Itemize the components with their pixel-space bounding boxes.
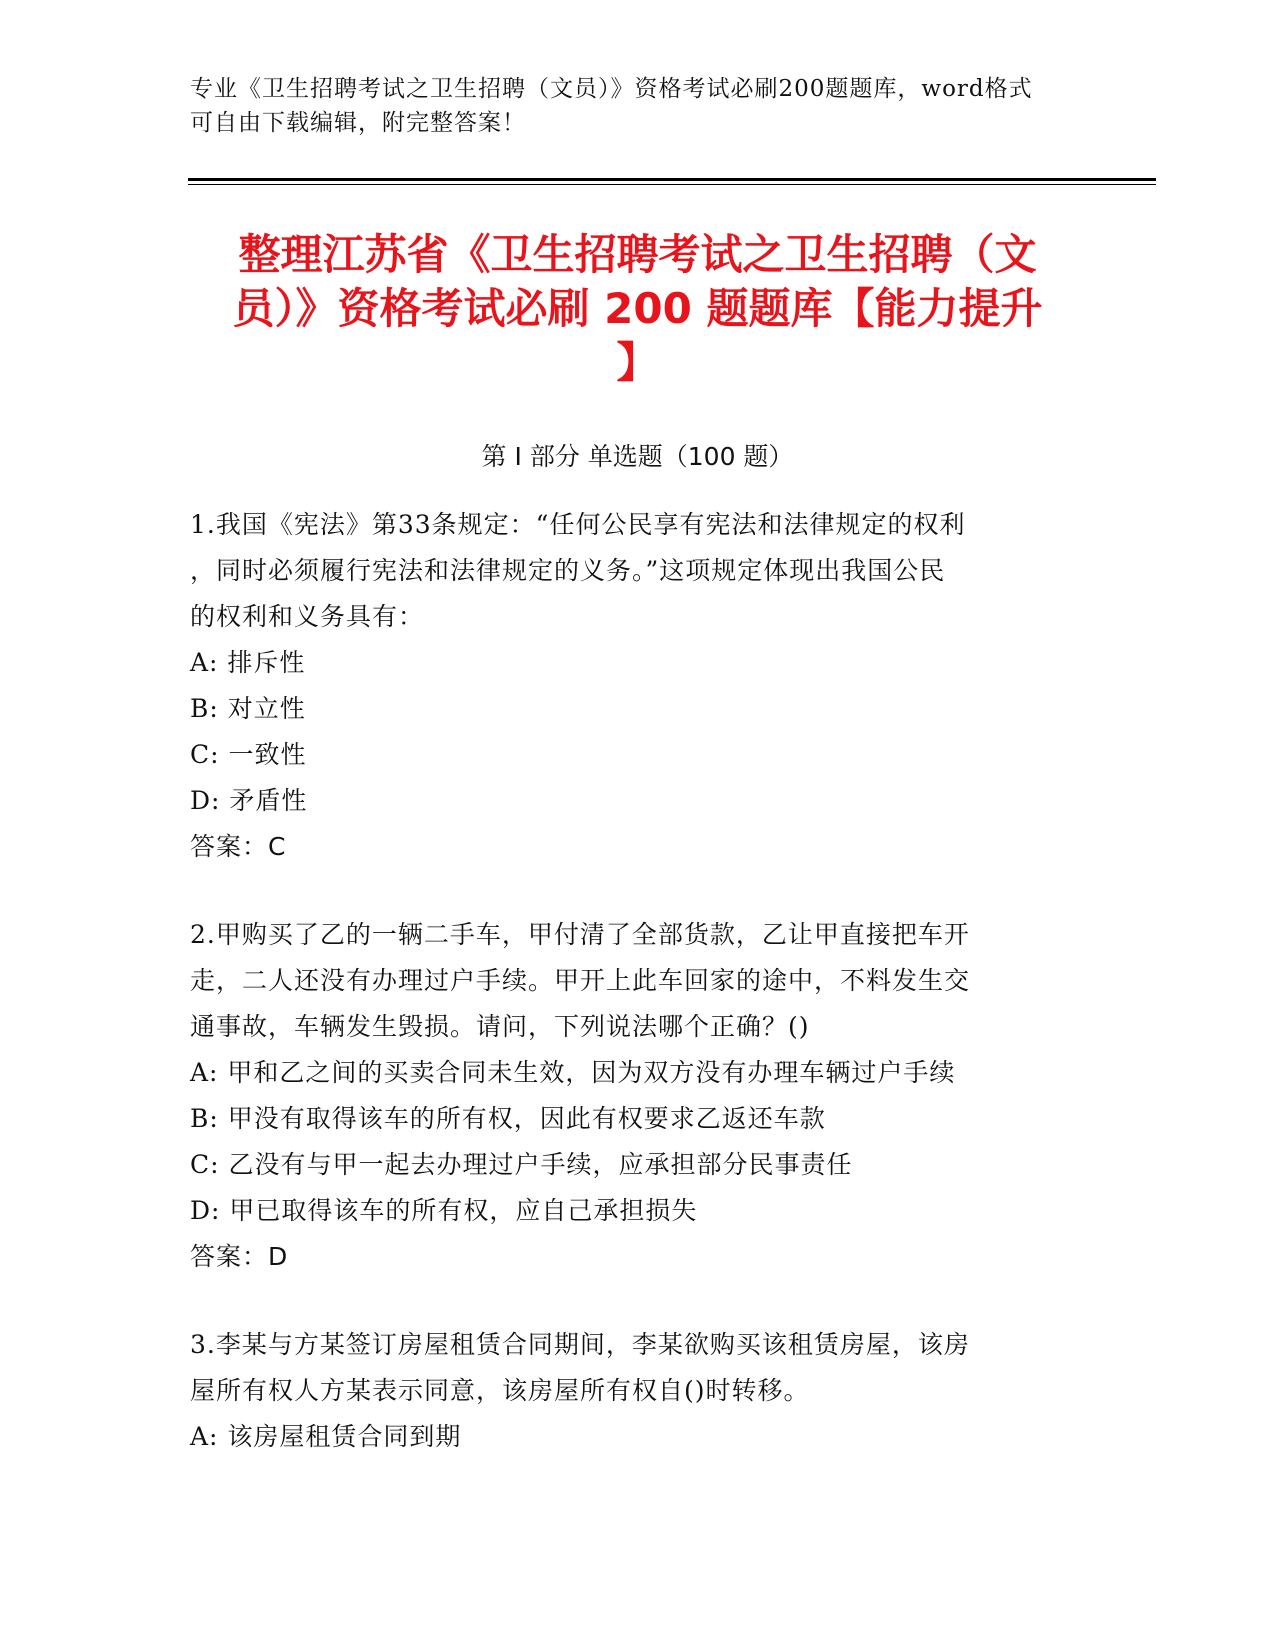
question-1-option-d: D: 矛盾性 bbox=[190, 786, 308, 815]
header-divider-thick bbox=[188, 178, 1156, 181]
question-2-line-3: 通事故，车辆发生毁损。请问，下列说法哪个正确？() bbox=[190, 1012, 810, 1041]
question-2-option-b: B: 甲没有取得该车的所有权，因此有权要求乙返还车款 bbox=[190, 1104, 826, 1133]
question-2-option-c: C: 乙没有与甲一起去办理过户手续，应承担部分民事责任 bbox=[190, 1150, 853, 1179]
question-1 bbox=[190, 502, 1090, 870]
question-2-line-2: 走，二人还没有办理过户手续。甲开上此车回家的途中，不料发生交 bbox=[190, 966, 971, 995]
question-2-answer: 答案：D bbox=[190, 1242, 289, 1271]
header-note-line-2: 可自由下载编辑，附完整答案！ bbox=[190, 110, 526, 136]
question-1-line-1: 1.我国《宪法》第33条规定：“任何公民享有宪法和法律规定的权利 bbox=[190, 510, 966, 539]
section-heading: 第 I 部分 单选题（100 题） bbox=[481, 442, 794, 471]
question-1-option-b: B: 对立性 bbox=[190, 694, 306, 723]
document-title-line-2: 员）》资格考试必刷 200 题题库【能力提升 bbox=[232, 284, 1043, 333]
document-title bbox=[190, 228, 1085, 390]
question-3 bbox=[190, 1322, 1090, 1460]
question-2-line-1: 2.甲购买了乙的一辆二手车，甲付清了全部货款，乙让甲直接把车开 bbox=[190, 920, 970, 949]
question-3-line-1: 3.李某与方某签订房屋租赁合同期间，李某欲购买该租赁房屋，该房 bbox=[190, 1330, 970, 1359]
question-1-line-2: ，同时必须履行宪法和法律规定的义务。”这项规定体现出我国公民 bbox=[190, 556, 946, 585]
question-2-option-d: D: 甲已取得该车的所有权，应自己承担损失 bbox=[190, 1196, 698, 1225]
question-3-line-2: 屋所有权人方某表示同意，该房屋所有权自()时转移。 bbox=[190, 1376, 810, 1405]
question-2 bbox=[190, 912, 1090, 1280]
question-1-line-3: 的权利和义务具有： bbox=[190, 602, 425, 631]
document-title-line-1: 整理江苏省《卫生招聘考试之卫生招聘（文 bbox=[238, 230, 1037, 279]
question-2-option-a: A: 甲和乙之间的买卖合同未生效，因为双方没有办理车辆过户手续 bbox=[190, 1058, 956, 1087]
question-3-option-a: A: 该房屋租赁合同到期 bbox=[190, 1422, 462, 1451]
question-1-option-c: C: 一致性 bbox=[190, 740, 307, 769]
question-1-option-a: A: 排斥性 bbox=[190, 648, 306, 677]
header-note bbox=[190, 72, 1070, 140]
header-note-line-1: 专业《卫生招聘考试之卫生招聘（文员）》资格考试必刷200题题库，word格式 bbox=[190, 76, 1033, 102]
document-title-line-3: 】 bbox=[616, 338, 659, 387]
header-divider-thin bbox=[188, 184, 1156, 185]
question-1-answer: 答案：C bbox=[190, 832, 287, 861]
